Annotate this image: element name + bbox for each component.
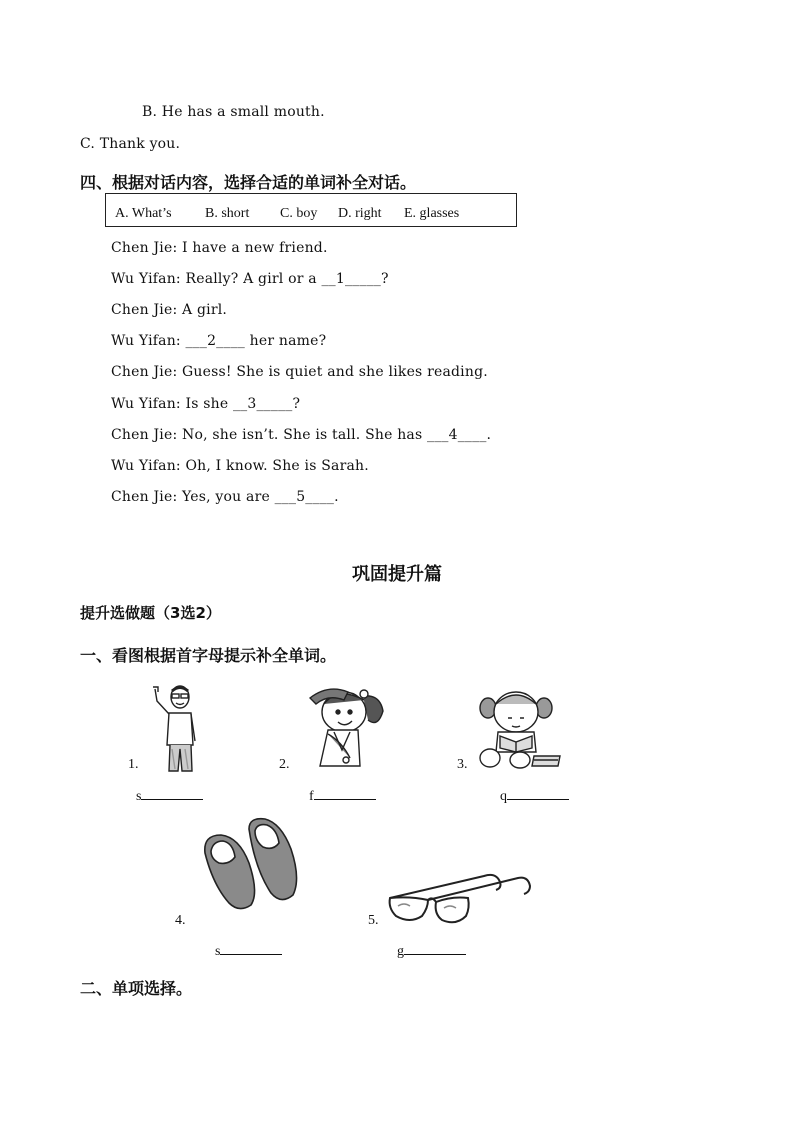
dialogue-line-7: Chen Jie: No, she isn’t. She is tall. She has ___4____. [111,427,492,443]
girl-looking-icon [298,676,393,771]
word-option-e: E. glasses [404,206,460,221]
thin-man-waving-icon [145,683,215,773]
answer-blank-1[interactable] [136,787,203,805]
word-option-d: D. right [338,206,382,221]
dialogue-line-6: Wu Yifan: Is she __3_____? [111,396,301,412]
dialogue-line-5: Chen Jie: Guess! She is quiet and she likes reading. [111,364,488,380]
dialogue-line-4: Wu Yifan: ___2____ her name? [111,333,327,349]
glasses-icon [384,868,534,928]
item-number-4: 4. [175,913,186,928]
answer-blank-2[interactable] [309,787,376,805]
hint-letter-4: s [215,944,221,959]
word-option-a: A. What’s [115,206,172,221]
section4-heading: 四、根据对话内容，选择合适的单词补全对话。 [80,173,417,192]
dialogue-line-1: Chen Jie: I have a new friend. [111,240,328,256]
word-option-c: C. boy [280,206,318,221]
girl-reading-icon [474,686,564,771]
section1-heading: 一、看图根据首字母提示补全单词。 [80,646,337,665]
dialogue-line-8: Wu Yifan: Oh, I know. She is Sarah. [111,458,369,474]
answer-blank-4[interactable] [215,942,282,960]
item-number-3: 3. [457,757,468,772]
hint-letter-3: q [500,789,507,804]
hint-letter-2: f [309,789,314,804]
hint-letter-1: s [136,789,142,804]
shoes-icon [195,815,310,915]
answer-blank-3[interactable] [500,787,569,805]
item-number-2: 2. [279,757,290,772]
dialogue-line-9: Chen Jie: Yes, you are ___5____. [111,489,339,505]
word-option-b: B. short [205,206,250,221]
hint-letter-5: g [397,944,404,959]
section2-heading: 二、单项选择。 [80,979,193,998]
part-title: 巩固提升篇 [352,564,442,585]
option-b-line: B. He has a small mouth. [142,104,325,120]
optional-subtitle: 提升选做题（3选2） [80,604,221,622]
answer-blank-5[interactable] [397,942,466,960]
dialogue-line-3: Chen Jie: A girl. [111,302,228,318]
item-number-5: 5. [368,913,379,928]
item-number-1: 1. [128,757,139,772]
option-c-line: C. Thank you. [80,136,181,152]
dialogue-line-2: Wu Yifan: Really? A girl or a __1_____? [111,271,389,287]
